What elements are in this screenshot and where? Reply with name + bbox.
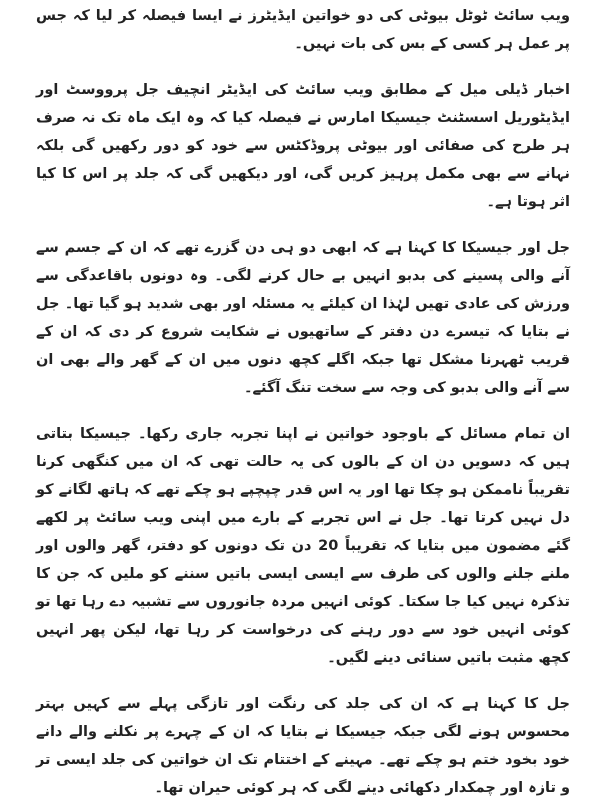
paragraph-skin: جل کا کہنا ہے کہ ان کی جلد کی رنگت اور تازگی پہلے سے کہیں بہتر محسوس ہونے لگی جبکہ جیسیکا نے بتایا کہ ان کے چہرے پر نکلنے والے دانے خود بخود ختم ہو چکے تھے۔ مہینے کے اختتام تک ان خواتین کی جلد ایسی تر و تازہ اور چمکدار دکھائی دینے لگی کہ ہر کوئی حیران تھا۔	[36, 696, 570, 796]
paragraph-intro: ویب سائٹ ٹوٹل بیوٹی کی دو خواتین ایڈیٹرز نے ایسا فیصلہ کر لیا کہ جس پر عمل ہر کسی کے بس کی بات نہیں۔	[36, 8, 570, 52]
paragraph-decision: اخبار ڈیلی میل کے مطابق ویب سائٹ کی ایڈیٹر انچیف جل پرووسٹ اور ایڈیٹوریل اسسٹنٹ جیسیکا امارس نے فیصلہ کیا کہ وہ ایک ماہ تک نہ صرف ہر طرح کی صفائی اور بیوٹی پروڈکٹس سے خود کو دور رکھیں گی بلکہ نہانے سے بھی مکمل پرہیز کریں گی، اور دیکھیں گی کہ جلد پر اس کا کیا اثر ہوتا ہے۔	[36, 82, 570, 210]
paragraph-odor: جل اور جیسیکا کا کہنا ہے کہ ابھی دو ہی دن گزرے تھے کہ ان کے جسم سے آنے والی پسینے کی بدبو انہیں بے حال کرنے لگی۔ وہ دونوں باقاعدگی سے ورزش کی عادی تھیں لہٰذا ان کیلئے یہ مسئلہ اور بھی شدید ہو گیا تھا۔ جل نے بتایا کہ تیسرے دن دفتر کے ساتھیوں نے شکایت شروع کر دی کہ ان کے قریب ٹھہرنا مشکل تھا جبکہ اگلے کچھ دنوں میں ان کے گھر والے بھی ان سے آنے والی بدبو کی وجہ سے سخت تنگ آگئے۔	[36, 240, 570, 396]
paragraph-hair: ان تمام مسائل کے باوجود خواتین نے اپنا تجربہ جاری رکھا۔ جیسیکا بتاتی ہیں کہ دسویں دن ان کے بالوں کی یہ حالت تھی کہ ان میں کنگھی کرنا تقریباً ناممکن ہو چکا تھا اور یہ اس قدر چپچپے ہو چکے تھے کہ ہاتھ لگانے کو دل نہیں کرتا تھا۔ جل نے اس تجربے کے بارے میں اپنی ویب سائٹ پر لکھے گئے مضمون میں بتایا کہ تقریباً 20 دن تک دونوں کو دفتر، گھر والوں اور ملنے جلنے والوں کی طرف سے ایسی ایسی باتیں سننے کو ملیں کہ جن کا تذکرہ نہیں کیا جا سکتا۔ کوئی انہیں مردہ جانوروں سے تشبیہ دے رہا تھا تو کوئی انہیں خود سے دور رہنے کی درخواست کر رہا تھا، لیکن پھر انہیں کچھ مثبت باتیں سنائی دینے لگیں۔	[36, 426, 571, 666]
